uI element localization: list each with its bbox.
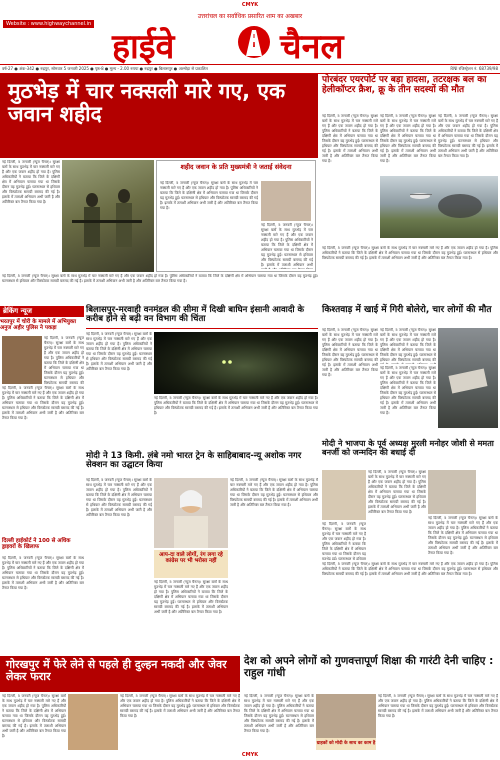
story3-body-3: नई दिल्ली, 5 जनवरी (न्यूज चैनल)। सुरक्षा बलों के साथ मुठभेड़ में चार नक्सली मारे गए हैं और एक जवान शहीद हो गया है। पुलिस अधिकारियों ने बताया कि जिले के दक्षिणी क्षेत्र में अभियान चलाया गया था जिसके दौरान यह मुठभेड़ हुई। घटनास्थल से हथियार और विस्फोटक सामग्री बरामद की गई है। इलाके में तलाशी अभियान अभी जारी है और अतिरिक्त बल तैनात किया गया है। [230, 478, 318, 507]
lead-body-col1: नई दिल्ली, 5 जनवरी (न्यूज चैनल)। सुरक्षा बलों के साथ मुठभेड़ में चार नक्सली मारे गए हैं और एक जवान शहीद हो गया है। पुलिस अधिकारियों ने बताया कि जिले के दक्षिणी क्षेत्र में अभियान चलाया गया था जिसके दौरान यह मुठभेड़ हुई। घटनास्थल से हथियार और विस्फोटक सामग्री बरामद की गई है। इलाके में तलाशी अभियान अभी जारी है और अतिरिक्त बल तैनात किया गया है। [2, 160, 60, 204]
cm-sidebar-title: शहीद जवान के प्रति मुख्यमंत्री ने जताई संवेदना [180, 163, 292, 171]
story3-body-2: नई दिल्ली, 5 जनवरी (न्यूज चैनल)। सुरक्षा बलों के साथ मुठभेड़ में चार नक्सली मारे गए हैं और एक जवान शहीद हो गया है। पुलिस अधिकारियों ने बताया कि जिले के दक्षिणी क्षेत्र में अभियान चलाया गया था जिसके दौरान यह मुठभेड़ हुई। घटनास्थल से हथियार और विस्फोटक सामग्री बरामद की गई है। इलाके में तलाशी अभियान अभी जारी है और अतिरिक्त बल तैनात किया गया है। [154, 580, 228, 614]
soldiers-image [62, 160, 154, 272]
story2-body-2: नई दिल्ली, 5 जनवरी (न्यूज चैनल)। सुरक्षा बलों के साथ मुठभेड़ में चार नक्सली मारे गए हैं और एक जवान शहीद हो गया है। पुलिस अधिकारियों ने बताया कि जिले के दक्षिणी क्षेत्र में अभियान चलाया गया था जिसके दौरान यह मुठभेड़ हुई। घटनास्थल से हथियार और विस्फोटक सामग्री बरामद की गई है। इलाके में तलाशी अभियान अभी जारी है और अतिरिक्त बल तैनात किया गया है। [154, 396, 318, 415]
breaking-body-1: नई दिल्ली, 5 जनवरी (न्यूज चैनल)। सुरक्षा बलों के साथ मुठभेड़ में चार नक्सली मारे गए हैं और एक जवान शहीद हो गया है। पुलिस अधिकारियों ने बताया कि जिले के दक्षिणी क्षेत्र में अभियान चलाया गया था जिसके दौरान यह मुठभेड़ हुई। घटनास्थल से हथियार और विस्फोटक सामग्री बरामद की [44, 336, 84, 384]
lead-headline: मुठभेड़ में चार नक्सली मारे गए, एक जवान शहीद [8, 79, 286, 127]
modi-image [154, 478, 228, 548]
breaking-subheadline: दिल्ली हाईकोर्ट ने 100 से अधिक ड्राइवरों के खिलाफ [2, 538, 71, 551]
story5-headline: किश्तवाड़ में खाई में गिरी बोलेरो, चार लोगों की मौत [322, 305, 492, 315]
story4-body-3: नई दिल्ली, 5 जनवरी (न्यूज चैनल)। सुरक्षा बलों के साथ मुठभेड़ में चार नक्सली मारे गए हैं और एक जवान शहीद हो गया है। पुलिस अधिकारियों ने बताया कि जिले के दक्षिणी क्षेत्र में अभियान चलाया गया था जिसके दौरान यह मुठभेड़ हुई। घटनास्थल से हथियार और विस्फोटक सामग्री बरामद की गई है। इलाके में तलाशी अभियान अभी जारी है और अतिरिक्त बल तैनात किया गया है। [438, 114, 498, 158]
story8-body-1: नई दिल्ली, 5 जनवरी (न्यूज चैनल)। सुरक्षा बलों के साथ मुठभेड़ में चार नक्सली मारे गए हैं और एक जवान शहीद हो गया है। पुलिस अधिकारियों ने बताया कि जिले के दक्षिणी क्षेत्र में अभियान चलाया गया था जिसके दौरान यह मुठभेड़ हुई। घटनास्थल से हथियार और विस्फोटक सामग्री बरामद की गई है। इलाके में तलाशी अभियान अभी जारी है और अतिरिक्त बल तैनात किया गया है। [244, 694, 314, 733]
story3-caption-box [154, 550, 228, 578]
story7-body-1: नई दिल्ली, 5 जनवरी (न्यूज चैनल)। सुरक्षा बलों के साथ मुठभेड़ में चार नक्सली मारे गए हैं और एक जवान शहीद हो गया है। पुलिस अधिकारियों ने बताया कि जिले के दक्षिणी क्षेत्र में अभियान चलाया गया था जिसके दौरान यह मुठभेड़ हुई। घटनास्थल से हथियार और विस्फोटक सामग्री बरामद की गई है। इलाके में तलाशी अभियान अभी जारी है और अतिरिक्त बल तैनात किया गया है। [2, 694, 66, 738]
story6-body-2: नई दिल्ली, 5 जनवरी (न्यूज चैनल)। सुरक्षा बलों के साथ मुठभेड़ में चार नक्सली मारे गए हैं और एक जवान शहीद हो गया है। पुलिस अधिकारियों ने बताया कि जिले के दक्षिणी क्षेत्र में अभियान चलाया गया था जिसके दौरान यह मुठभेड़ हुई। घटनास्थल से हथियार और विस्फोटक सामग्री बरामद की गई है। इलाके में तलाशी अभियान अभी जारी है और अतिरिक्त बल तैनात किया गया है। [428, 516, 498, 555]
story5-body-1: नई दिल्ली, 5 जनवरी (न्यूज चैनल)। सुरक्षा बलों के साथ मुठभेड़ में चार नक्सली मारे गए हैं और एक जवान शहीद हो गया है। पुलिस अधिकारियों ने बताया कि जिले के दक्षिणी क्षेत्र में अभियान चलाया गया था जिसके दौरान यह मुठभेड़ हुई। घटनास्थल से हथियार और विस्फोटक सामग्री बरामद की गई है। इलाके में तलाशी अभियान अभी जारी है और अतिरिक्त बल तैनात किया गया है। [322, 328, 378, 377]
story5-body-3: नई दिल्ली, 5 जनवरी (न्यूज चैनल)। सुरक्षा बलों के साथ मुठभेड़ में चार नक्सली मारे गए हैं और एक जवान शहीद हो गया है। पुलिस अधिकारियों ने बताया कि जिले के दक्षिणी क्षेत्र में अभियान चलाया गया था जिसके दौरान यह मुठभेड़ हुई। घटनास्थल से हथियार और विस्फोटक सामग्री बरामद की गई है। इलाके में तलाशी अभियान अभी जारी है और अतिरिक्त बल तैनात किया गया है। [380, 366, 436, 415]
cm-sidebar-body-2: नई दिल्ली, 5 जनवरी (न्यूज चैनल)। सुरक्षा बलों के साथ मुठभेड़ में चार नक्सली मारे गए हैं और एक जवान शहीद हो गया है। पुलिस अधिकारियों ने बताया कि जिले के दक्षिणी क्षेत्र में अभियान चलाया गया था जिसके दौरान यह मुठभेड़ हुई। घटनास्थल से हथियार और विस्फोटक सामग्री बरामद की गई है। इलाके में तलाशी अभियान अभी [261, 223, 313, 267]
story6-body-3: नई दिल्ली, 5 जनवरी (न्यूज चैनल)। सुरक्षा बलों के साथ मुठभेड़ में चार नक्सली मारे गए हैं और एक जवान शहीद हो गया है। पुलिस अधिकारियों ने बताया कि जिले के दक्षिणी क्षेत्र में अभियान चलाया गया था जिसके दौरान यह मुठभेड़ हुई। घटनास्थल से हथियार [322, 522, 366, 560]
story7-headline: गोरखपुर में फेरे लेने से पहले ही दुल्हन नकदी और जेवर लेकर फरार [6, 658, 227, 684]
story4-headline: पोरबंदर एयरपोर्ट पर बड़ा हादसा, तटरक्षक बल का हेलीकॉप्टर क्रैश, क्रू के तीन सदस्यों की मौत [322, 75, 487, 95]
breaking-tag: ब्रेकिंग न्यूज [0, 306, 84, 317]
cm-sidebar [156, 160, 316, 272]
logo [112, 22, 392, 67]
story6-headline: मोदी ने भाजपा के पूर्व अध्यक्ष मुरली मनोहर जोशी से ममता बनर्जी को जन्मदिन की बधाई दी [322, 439, 494, 457]
bride-photo [68, 694, 118, 750]
story8-body-2: नई दिल्ली, 5 जनवरी (न्यूज चैनल)। सुरक्षा बलों के साथ मुठभेड़ में चार नक्सली मारे गए हैं और एक जवान शहीद हो गया है। पुलिस अधिकारियों ने बताया कि जिले के दक्षिणी क्षेत्र में अभियान चलाया गया था जिसके दौरान यह मुठभेड़ हुई। घटनास्थल से हथियार और विस्फोटक सामग्री बरामद की गई है। इलाके में तलाशी अभियान अभी जारी है और अतिरिक्त बल तैनात किया गया है। [378, 694, 498, 718]
breaking-news [0, 306, 84, 331]
breaking-headline: भरतपुर में चोरी के मामले में अभियुक्त अनुज अहीर पुलिस ने पकड़ा [0, 319, 77, 332]
logo-right-text: चैनल [280, 27, 344, 67]
breaking-body-2: नई दिल्ली, 5 जनवरी (न्यूज चैनल)। सुरक्षा बलों के साथ मुठभेड़ में चार नक्सली मारे गए हैं और एक जवान शहीद हो गया है। पुलिस अधिकारियों ने बताया कि जिले के दक्षिणी क्षेत्र में अभियान चलाया गया था जिसके दौरान यह मुठभेड़ हुई। घटनास्थल से हथियार और विस्फोटक सामग्री बरामद की गई है। इलाके में तलाशी अभियान अभी जारी है और अतिरिक्त बल तैनात किया गया है। [2, 386, 84, 420]
cm-sidebar-body: नई दिल्ली, 5 जनवरी (न्यूज चैनल)। सुरक्षा बलों के साथ मुठभेड़ में चार नक्सली मारे गए हैं और एक जवान शहीद हो गया है। पुलिस अधिकारियों ने बताया कि जिले के दक्षिणी क्षेत्र में अभियान चलाया गया था जिसके दौरान यह मुठभेड़ हुई। घटनास्थल से हथियार और विस्फोटक सामग्री बरामद की गई है। इलाके में तलाशी अभियान अभी जारी है और अतिरिक्त बल तैनात किया गया है। [160, 181, 258, 210]
story6-body-4: नई दिल्ली, 5 जनवरी (न्यूज चैनल)। सुरक्षा बलों के साथ मुठभेड़ में चार नक्सली मारे गए हैं और एक जवान शहीद हो गया है। पुलिस अधिकारियों ने बताया कि जिले के दक्षिणी क्षेत्र में अभियान चलाया गया था जिसके दौरान यह मुठभेड़ हुई। घटनास्थल से हथियार और विस्फोटक सामग्री बरामद की गई है। इलाके में तलाशी अभियान अभी जारी है और अतिरिक्त बल तैनात किया गया है। [322, 562, 498, 576]
story4-body-2: नई दिल्ली, 5 जनवरी (न्यूज चैनल)। सुरक्षा बलों के साथ मुठभेड़ में चार नक्सली मारे गए हैं और एक जवान शहीद हो गया है। पुलिस अधिकारियों ने बताया कि जिले के दक्षिणी क्षेत्र में अभियान चलाया गया था जिसके दौरान यह मुठभेड़ हुई। घटनास्थल से हथियार और विस्फोटक सामग्री बरामद की गई है। इलाके में तलाशी अभियान अभी जारी है और अतिरिक्त बल तैनात किया गया है। [380, 114, 436, 163]
story8-headline: देश को अपने लोगों को गुणवत्तापूर्ण शिक्षा की गारंटी देनी चाहिए : राहुल गांधी [244, 655, 494, 679]
website-link[interactable]: Website : www.highwaychannel.in [3, 20, 94, 28]
joshi-photo [322, 470, 366, 520]
cm-photo [261, 181, 311, 221]
story5-body-2: नई दिल्ली, 5 जनवरी (न्यूज चैनल)। सुरक्षा बलों के साथ मुठभेड़ में चार नक्सली मारे गए हैं और एक जवान शहीद हो गया है। पुलिस अधिकारियों ने बताया कि जिले के दक्षिणी क्षेत्र में अभियान चलाया गया था जिसके दौरान यह मुठभेड़ हुई। घटनास्थल से हथियार और विस्फोटक सामग्री बरामद की [380, 328, 436, 362]
lead-body-bottom: नई दिल्ली, 5 जनवरी (न्यूज चैनल)। सुरक्षा बलों के साथ मुठभेड़ में चार नक्सली मारे गए हैं और एक जवान शहीद हो गया है। पुलिस अधिकारियों ने बताया कि जिले के दक्षिणी क्षेत्र में अभियान चलाया गया था जिसके दौरान यह मुठभेड़ हुई। घटनास्थल से हथियार और विस्फोटक सामग्री बरामद की गई है। इलाके में तलाशी अभियान अभी जारी है और अतिरिक्त बल तैनात किया गया है। [2, 274, 318, 283]
story2-rule [86, 328, 318, 329]
color-marker-bottom: CMYK [241, 752, 259, 758]
registration-number: RNI रजिस्ट्रेशन नं. 68739/98 [390, 64, 500, 74]
story6-body-1: नई दिल्ली, 5 जनवरी (न्यूज चैनल)। सुरक्षा बलों के साथ मुठभेड़ में चार नक्सली मारे गए हैं और एक जवान शहीद हो गया है। पुलिस अधिकारियों ने बताया कि जिले के दक्षिणी क्षेत्र में अभियान चलाया गया था जिसके दौरान यह मुठभेड़ हुई। घटनास्थल से हथियार और विस्फोटक सामग्री बरामद की गई है। इलाके में तलाशी अभियान अभी जारी है और अतिरिक्त बल तैनात किया गया है। [368, 470, 426, 514]
tigress-photo [154, 332, 318, 394]
breaking-body-3: नई दिल्ली, 5 जनवरी (न्यूज चैनल)। सुरक्षा बलों के साथ मुठभेड़ में चार नक्सली मारे गए हैं और एक जवान शहीद हो गया है। पुलिस अधिकारियों ने बताया कि जिले के दक्षिणी क्षेत्र में अभियान चलाया गया था जिसके दौरान यह मुठभेड़ हुई। घटनास्थल से हथियार और विस्फोटक सामग्री बरामद की गई है। इलाके में तलाशी अभियान अभी जारी है और अतिरिक्त बल तैनात किया गया है। [2, 556, 84, 590]
helicopter-crash-image [380, 176, 498, 238]
accused-photo [2, 336, 42, 384]
vehicle-wreck-image [438, 328, 498, 428]
story8-headline-box [244, 656, 498, 692]
tagline: उत्तरांचल का सर्वाधिक प्रसारित शाम का अखबार [197, 13, 303, 20]
road-icon [232, 24, 276, 60]
story7-headline-band [0, 656, 240, 692]
issue-info: वर्ष-27 ● अंक-342 ● रुद्रपुर, सोमवार 5 जनवरी 2025 ● पृष्ठ-8 ● मूल्य - 2.00 रुपया ● रुद्रपुर ● बिलासपुर ● अल्मोड़ा से प्रकाशित [0, 64, 390, 74]
story3-body-1: नई दिल्ली, 5 जनवरी (न्यूज चैनल)। सुरक्षा बलों के साथ मुठभेड़ में चार नक्सली मारे गए हैं और एक जवान शहीद हो गया है। पुलिस अधिकारियों ने बताया कि जिले के दक्षिणी क्षेत्र में अभियान चलाया गया था जिसके दौरान यह मुठभेड़ हुई। घटनास्थल से हथियार और विस्फोटक सामग्री बरामद की गई है। इलाके में तलाशी अभियान अभी जारी है और अतिरिक्त बल तैनात किया गया है। [86, 478, 152, 517]
mamata-photo [428, 470, 476, 514]
story3-caption: आप-दा वाले लोगों, रंग लगा रहे कांग्रेस पर भी भरोसा नहीं [159, 552, 223, 565]
story3-headline: मोदी ने 13 किमी. लंबे नमो भारत ट्रेन के साहिबाबाद-न्यू अशोक नगर सेक्शन का उद्घाटन किया [86, 451, 302, 471]
story4-body-1: नई दिल्ली, 5 जनवरी (न्यूज चैनल)। सुरक्षा बलों के साथ मुठभेड़ में चार नक्सली मारे गए हैं और एक जवान शहीद हो गया है। पुलिस अधिकारियों ने बताया कि जिले के दक्षिणी क्षेत्र में अभियान चलाया गया था जिसके दौरान यह मुठभेड़ हुई। घटनास्थल से हथियार और विस्फोटक सामग्री बरामद की गई है। इलाके में तलाशी अभियान अभी जारी है और अतिरिक्त बल तैनात किया गया है। [322, 114, 378, 163]
accident-photo [438, 328, 498, 428]
story7-body-2: नई दिल्ली, 5 जनवरी (न्यूज चैनल)। सुरक्षा बलों के साथ मुठभेड़ में चार नक्सली मारे गए हैं और एक जवान शहीद हो गया है। पुलिस अधिकारियों ने बताया कि जिले के दक्षिणी क्षेत्र में अभियान चलाया गया था जिसके दौरान यह मुठभेड़ हुई। घटनास्थल से हथियार और विस्फोटक सामग्री बरामद की गई है। इलाके में तलाशी अभियान अभी जारी है और अतिरिक्त बल तैनात किया गया है। [120, 694, 240, 718]
helicopter-photo [380, 176, 498, 238]
logo-left-text: हाईवे [112, 27, 175, 67]
rahul-photo [316, 694, 376, 738]
color-marker-top: CMYK [241, 2, 259, 8]
story2-headline: बिलासपुर-मरवाही वनमंडल की सीमा में दिखी बाघिन इंसानी आवादी के करीब होने से बढ़ी वन विभाग की चिंता [86, 305, 305, 325]
story8-caption: ग्राहकों को मोदी के साथ का काम है [316, 738, 376, 750]
modi-photo [154, 478, 228, 548]
story2-body-1: नई दिल्ली, 5 जनवरी (न्यूज चैनल)। सुरक्षा बलों के साथ मुठभेड़ में चार नक्सली मारे गए हैं और एक जवान शहीद हो गया है। पुलिस अधिकारियों ने बताया कि जिले के दक्षिणी क्षेत्र में अभियान चलाया गया था जिसके दौरान यह मुठभेड़ हुई। घटनास्थल से हथियार और विस्फोटक सामग्री बरामद की गई है। इलाके में तलाशी अभियान अभी जारी है और अतिरिक्त बल तैनात किया गया है। [86, 332, 152, 371]
tigress-image [154, 332, 318, 394]
story4-body-4: नई दिल्ली, 5 जनवरी (न्यूज चैनल)। सुरक्षा बलों के साथ मुठभेड़ में चार नक्सली मारे गए हैं और एक जवान शहीद हो गया है। पुलिस अधिकारियों ने बताया कि जिले के दक्षिणी क्षेत्र में अभियान चलाया गया था जिसके दौरान यह मुठभेड़ हुई। घटनास्थल से हथियार और विस्फोटक सामग्री बरामद की गई है। इलाके में तलाशी अभियान अभी जारी है और अतिरिक्त बल तैनात किया गया है। [322, 246, 498, 260]
lead-photo [62, 160, 154, 272]
lead-headline-band [0, 74, 318, 158]
